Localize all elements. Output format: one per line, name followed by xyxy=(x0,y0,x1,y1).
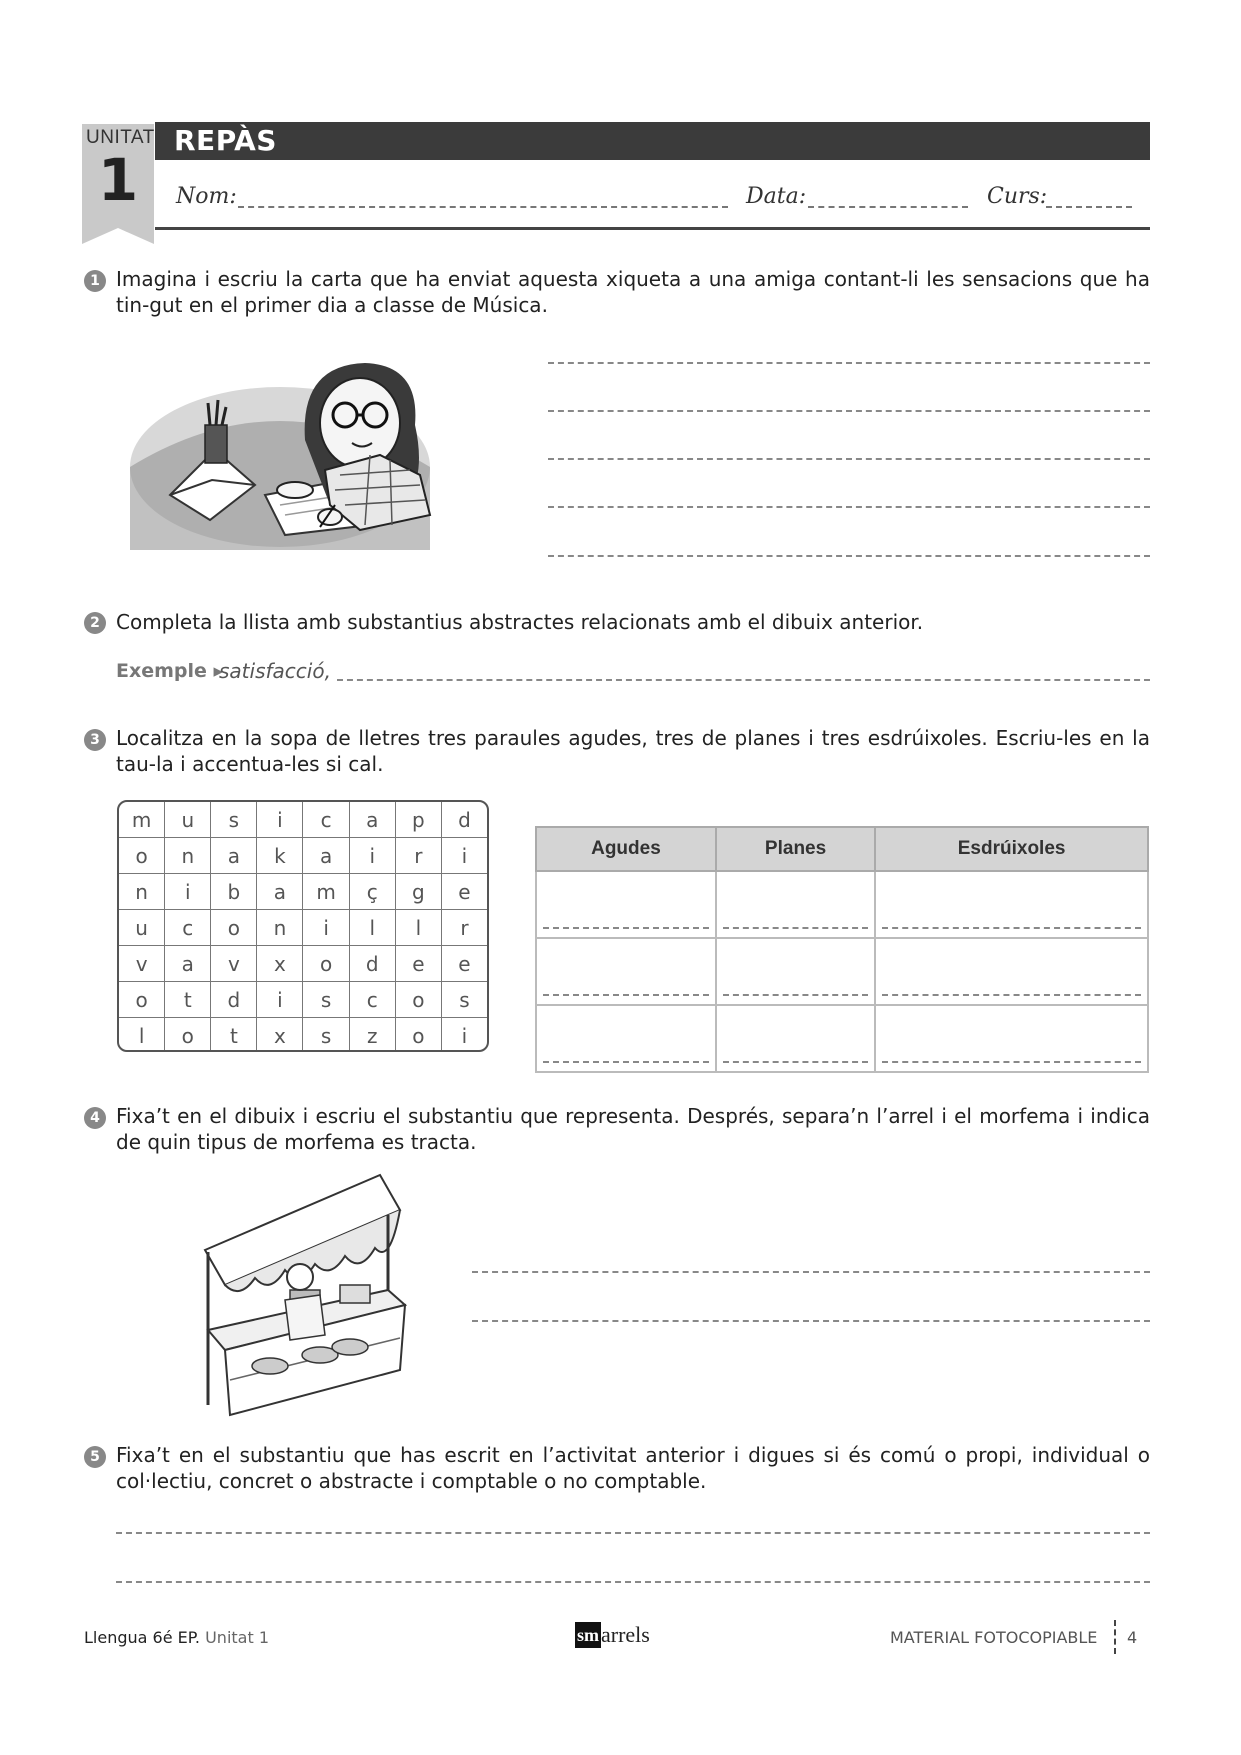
letter-cell[interactable]: i xyxy=(257,802,303,838)
answer-cell[interactable] xyxy=(536,1005,716,1072)
letter-cell[interactable]: d xyxy=(349,946,395,982)
letter-cell[interactable]: l xyxy=(395,910,441,946)
answer-cell[interactable] xyxy=(875,871,1148,938)
table-row xyxy=(536,938,1148,1005)
table-row xyxy=(119,946,487,982)
brand-logo xyxy=(575,1622,650,1650)
answer-line[interactable] xyxy=(548,506,1150,508)
letter-cell[interactable]: l xyxy=(119,1018,165,1053)
answer-line[interactable] xyxy=(548,410,1150,412)
unit-number: 1 xyxy=(97,146,139,214)
date-label: Data: xyxy=(746,184,807,209)
letter-cell[interactable]: o xyxy=(119,982,165,1018)
table-row xyxy=(536,871,1148,938)
accent-table xyxy=(535,826,1149,1073)
letter-cell[interactable]: s xyxy=(303,1018,349,1053)
title-bar xyxy=(155,122,1150,160)
answer-line[interactable] xyxy=(472,1271,1150,1273)
letter-cell[interactable]: c xyxy=(349,982,395,1018)
table-row xyxy=(536,1005,1148,1072)
letter-cell[interactable]: i xyxy=(349,838,395,874)
letter-cell[interactable]: n xyxy=(257,910,303,946)
answer-line[interactable] xyxy=(116,1532,1150,1534)
answer-cell[interactable] xyxy=(875,1005,1148,1072)
brand-sm: sm xyxy=(575,1622,601,1648)
unit-label: UNITAT xyxy=(86,127,155,148)
letter-cell[interactable]: t xyxy=(165,982,211,1018)
letter-cell[interactable]: t xyxy=(211,1018,257,1053)
letter-cell[interactable]: o xyxy=(211,910,257,946)
footer-book xyxy=(84,1628,269,1647)
exercise-5-text: Fixa’t en el substantiu que has escrit en l’activitat anterior i digues si és comú o propi, individual o col·lectiu, concret o abstracte i comptable o no comptable. xyxy=(116,1443,1150,1493)
table-header-row xyxy=(536,827,1148,871)
letter-cell[interactable]: n xyxy=(165,838,211,874)
exercise-4-text: Fixa’t en el dibuix i escriu el substantiu que representa. Després, separa’n l’arrel i el morfema i indica de quin tipus de morfema es tracta. xyxy=(116,1104,1150,1154)
answer-cell[interactable] xyxy=(536,871,716,938)
letter-cell[interactable]: z xyxy=(349,1018,395,1053)
exercise-1-number: 1 xyxy=(84,270,106,292)
letter-cell[interactable]: i xyxy=(441,838,487,874)
name-field[interactable] xyxy=(238,206,728,208)
letter-cell[interactable]: i xyxy=(441,1018,487,1053)
letter-cell[interactable]: a xyxy=(165,946,211,982)
letter-cell[interactable]: x xyxy=(257,946,303,982)
header-rule xyxy=(155,227,1150,230)
letter-cell[interactable]: c xyxy=(303,802,349,838)
exercise-2-text: Completa la llista amb substantius abstractes relacionats amb el dibuix anterior. xyxy=(116,610,924,634)
letter-cell[interactable]: g xyxy=(395,874,441,910)
answer-line[interactable] xyxy=(548,458,1150,460)
name-label: Nom: xyxy=(176,184,237,209)
letter-cell[interactable]: o xyxy=(303,946,349,982)
letter-cell[interactable]: v xyxy=(119,946,165,982)
answer-line[interactable] xyxy=(472,1320,1150,1322)
letter-cell[interactable]: a xyxy=(257,874,303,910)
letter-cell[interactable]: ç xyxy=(349,874,395,910)
answer-cell[interactable] xyxy=(716,938,875,1005)
answer-line[interactable] xyxy=(116,1581,1150,1583)
letter-cell[interactable]: v xyxy=(211,946,257,982)
table-row xyxy=(119,910,487,946)
exercise-3-number: 3 xyxy=(84,729,106,751)
answer-cell[interactable] xyxy=(875,938,1148,1005)
letter-cell[interactable]: a xyxy=(211,838,257,874)
table-row xyxy=(119,874,487,910)
example-value: satisfacció, xyxy=(219,659,331,683)
letter-cell[interactable]: r xyxy=(441,910,487,946)
page-title: REPÀS xyxy=(174,124,277,157)
letter-cell[interactable]: a xyxy=(303,838,349,874)
letter-cell[interactable]: e xyxy=(441,946,487,982)
letter-cell[interactable]: u xyxy=(119,910,165,946)
column-header-agudes: Agudes xyxy=(536,827,716,871)
answer-cell[interactable] xyxy=(536,938,716,1005)
course-field[interactable] xyxy=(1046,206,1132,208)
letter-cell[interactable]: u xyxy=(165,802,211,838)
column-header-planes: Planes xyxy=(716,827,875,871)
letter-cell[interactable]: s xyxy=(303,982,349,1018)
word-search-grid xyxy=(117,800,489,1052)
girl-writing-illustration xyxy=(130,355,465,550)
letter-cell[interactable]: o xyxy=(165,1018,211,1053)
brand-name: arrels xyxy=(601,1622,650,1647)
footer-material: MATERIAL FOTOCOPIABLE xyxy=(890,1628,1098,1647)
letter-cell[interactable]: e xyxy=(395,946,441,982)
letter-cell[interactable]: i xyxy=(303,910,349,946)
footer-book-title: Llengua 6é EP. xyxy=(84,1628,200,1647)
exercise-1-text: Imagina i escriu la carta que ha enviat aquesta xiqueta a una amiga contant-li les sensacions que ha tin-gut en el primer dia a classe de Música. xyxy=(116,267,1150,317)
letter-cell[interactable]: n xyxy=(119,874,165,910)
letter-cell[interactable]: d xyxy=(211,982,257,1018)
date-field[interactable] xyxy=(808,206,968,208)
letter-cell[interactable]: i xyxy=(257,982,303,1018)
letter-cell[interactable]: o xyxy=(119,838,165,874)
exercise-5-number: 5 xyxy=(84,1446,106,1468)
letter-cell[interactable]: m xyxy=(303,874,349,910)
letter-cell[interactable]: o xyxy=(395,1018,441,1053)
market-stall-illustration xyxy=(200,1170,420,1420)
letter-cell[interactable]: a xyxy=(349,802,395,838)
answer-line[interactable] xyxy=(548,362,1150,364)
letter-cell[interactable]: d xyxy=(441,802,487,838)
course-label: Curs: xyxy=(987,184,1048,209)
table-row xyxy=(119,982,487,1018)
letter-cell[interactable]: i xyxy=(165,874,211,910)
answer-cell[interactable] xyxy=(716,1005,875,1072)
letter-cell[interactable]: s xyxy=(211,802,257,838)
table-row xyxy=(119,1018,487,1053)
letter-cell[interactable]: p xyxy=(395,802,441,838)
exercise-2-number: 2 xyxy=(84,612,106,634)
table-row xyxy=(119,838,487,874)
page-number: 4 xyxy=(1127,1628,1138,1647)
letter-cell[interactable]: e xyxy=(441,874,487,910)
letter-cell[interactable]: c xyxy=(165,910,211,946)
letter-cell[interactable]: o xyxy=(395,982,441,1018)
example-label: Exemple ▸ xyxy=(116,660,224,682)
letter-cell[interactable]: b xyxy=(211,874,257,910)
letter-cell[interactable]: r xyxy=(395,838,441,874)
letter-cell[interactable]: m xyxy=(119,802,165,838)
answer-line[interactable] xyxy=(548,555,1150,557)
table-row xyxy=(119,802,487,838)
exercise-3-text: Localitza en la sopa de lletres tres paraules agudes, tres de planes i tres esdrúixoles. Escriu-les en la tau-la i accentua-les si cal. xyxy=(116,726,1150,776)
answer-cell[interactable] xyxy=(716,871,875,938)
exercise-4-number: 4 xyxy=(84,1107,106,1129)
footer-unit: Unitat 1 xyxy=(205,1628,270,1647)
letter-cell[interactable]: k xyxy=(257,838,303,874)
letter-cell[interactable]: x xyxy=(257,1018,303,1053)
column-header-esdruixoles: Esdrúixoles xyxy=(875,827,1148,871)
letter-cell[interactable]: s xyxy=(441,982,487,1018)
letter-cell[interactable]: l xyxy=(349,910,395,946)
footer-divider xyxy=(1114,1620,1116,1654)
answer-line[interactable] xyxy=(337,679,1150,681)
